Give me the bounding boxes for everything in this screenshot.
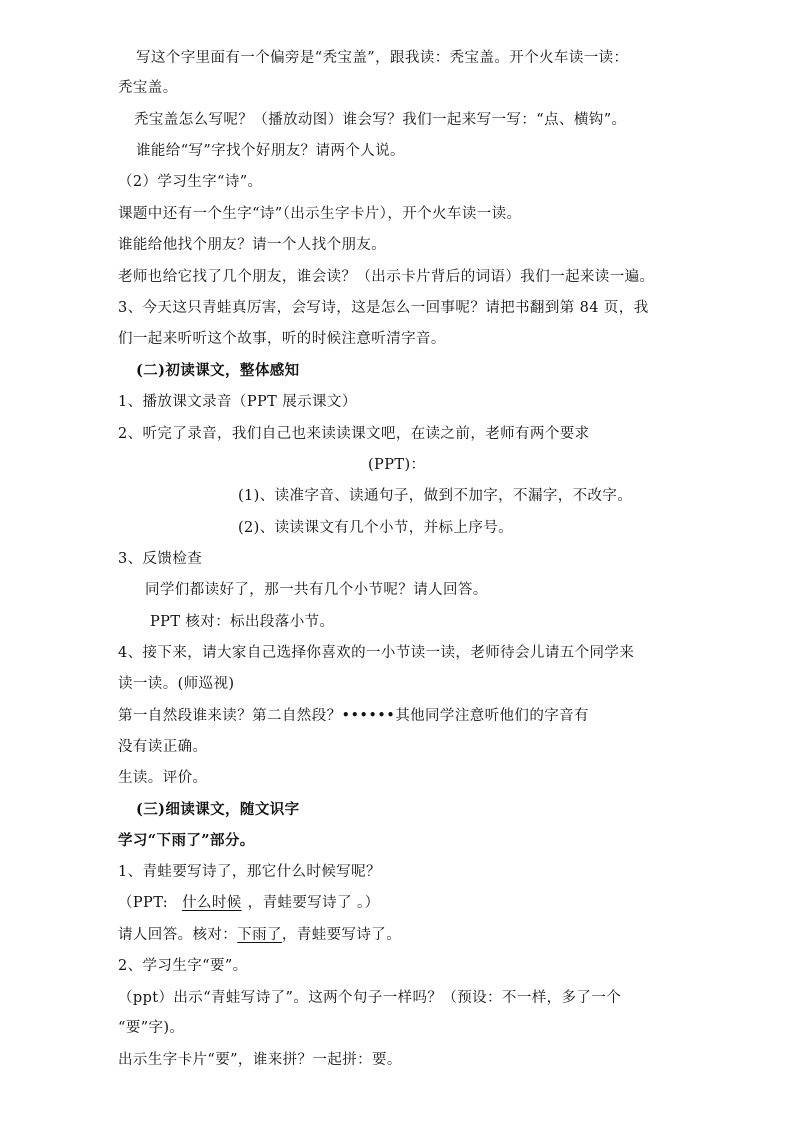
text-line: PPT 核对：标出段落小节。 [150,614,335,630]
text-line: 1、青蛙要写诗了，那它什么时候写呢？ [118,864,381,880]
text-line: 同学们都读好了，那一共有几个小节呢？请人回答。 [145,582,488,598]
text-line: （2）学习生字“诗”。 [118,174,263,190]
text-line: 2、学习生字“要”。 [118,958,248,974]
text-line: (PPT)： [368,457,426,473]
text-line: 没有读正确。 [118,739,208,755]
text-line: 们一起来听听这个故事，听的时候注意听清字音。 [118,331,446,347]
text-line: 秃宝盖。 [118,80,178,96]
check-text: 请人回答。核对： [118,927,238,943]
text-line: 3、反馈检查 [118,551,203,567]
blank-answer: 什么时候 [182,895,242,911]
text-line: 3、今天这只青蛙真厉害，会写诗，这是怎么一回事呢？请把书翻到第 84 页，我 [118,300,649,316]
text-line: 读一读。(师巡视) [118,676,235,692]
text-line: （ppt）出示“青蛙写诗了”。这两个句子一样吗？（预设：不一样，多了一个 [118,990,622,1006]
check-answer: 下雨了 [237,927,282,943]
ppt-rest: ，青蛙要写诗了 。） [247,895,380,911]
answer-check-line [118,925,401,945]
text-line: 4、接下来，请大家自己选择你喜欢的一小节读一读，老师待会儿请五个同学来 [118,645,635,661]
text-line: (2)、读读课文有几个小节，并标上序号。 [238,520,514,536]
sub-heading: 学习“下雨了”部分。 [118,832,255,849]
text-line: 写这个字里面有一个偏旁是“秃宝盖”，跟我读：秃宝盖。开个火车读一读： [136,50,629,66]
text-line: 出示生字卡片“要”，谁来拼？一起拼：要。 [118,1052,402,1068]
text-line: 老师也给它找了几个朋友，谁会读？（出示卡片背后的词语）我们一起来读一遍。 [118,269,655,285]
text-line: 秃宝盖怎么写呢？（播放动图）谁会写？我们一起来写一写：“点、横钩”。 [134,112,627,128]
text-line: 1、播放课文录音（PPT 展示课文） [118,394,357,410]
text-line: (1)、读准字音、读通句子，做到不加字，不漏字，不改字。 [238,488,633,504]
section-heading: (二)初读课文，整体感知 [136,362,300,379]
text-line: 谁能给“写”字找个好朋友？请两个人说。 [136,143,405,159]
text-line: 生读。评价。 [118,770,208,786]
section-heading: (三)细读课文，随文识字 [136,801,300,818]
ppt-open: （PPT: [118,895,169,911]
text-line: “要”字)。 [118,1020,185,1036]
text-line: 课题中还有一个生字“诗”（出示生字卡片），开个火车读一读。 [118,206,522,222]
ppt-question-line [118,893,380,913]
text-line: 谁能给他找个朋友？请一个人找个朋友。 [118,237,387,253]
text-line: 2、听完了录音，我们自己也来读读课文吧，在读之前，老师有两个要求 [118,426,590,442]
check-rest: ，青蛙要写诗了。 [281,927,402,943]
text-line: 第一自然段谁来读？第二自然段？••••••其他同学注意听他们的字音有 [118,708,589,724]
